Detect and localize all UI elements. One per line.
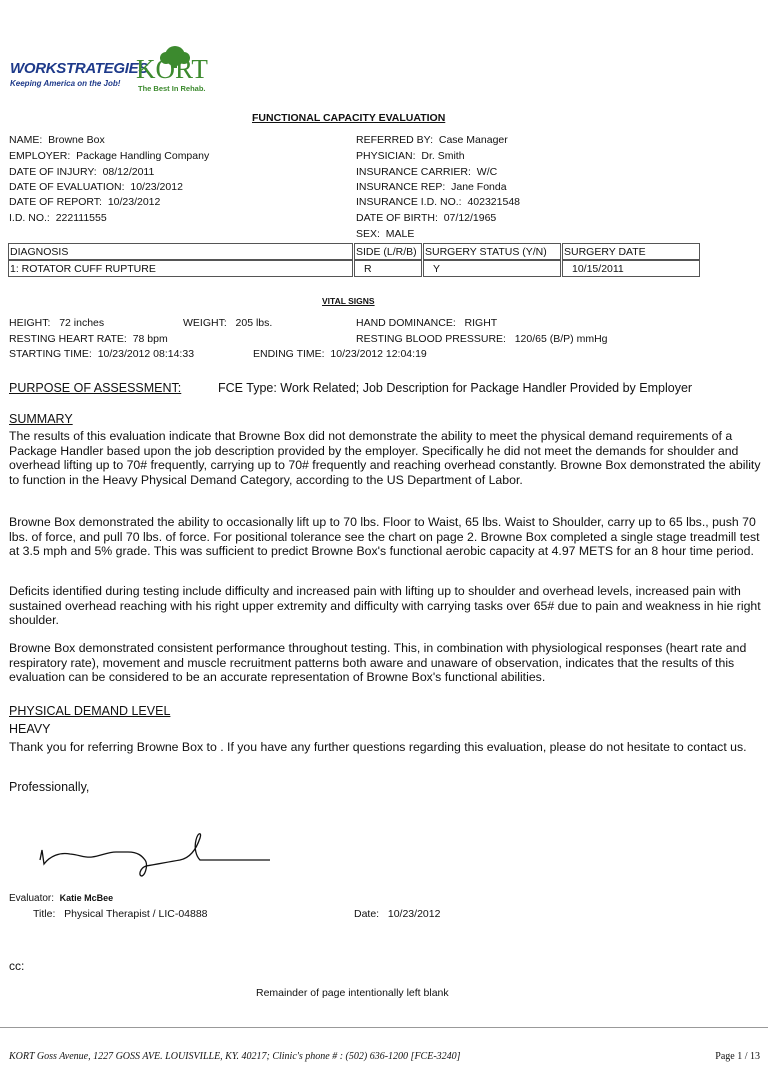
dob-label: DATE OF BIRTH: xyxy=(356,212,438,224)
rep-value: Jane Fonda xyxy=(451,181,507,193)
injury-label: DATE OF INJURY: xyxy=(9,166,97,178)
hand-value: RIGHT xyxy=(464,317,498,329)
evaluation-row xyxy=(9,181,183,193)
summary-paragraph-1: The results of this evaluation indicate that Browne Box did not demonstrate the ability to meet the physical demand requirements of a Package Handler based upon the job description provided by the employer. Specifically he did not meet the demands for shoulder and overhead lifting up to 70# frequently, carrying up to 70# frequently and reaching overhead constantly. Browne Box demonstrated the ability to function in the Heavy Physical Demand Category, according to the US Department of Labor. xyxy=(9,429,761,487)
weight-value: 205 lbs. xyxy=(235,317,273,329)
summary-paragraph-3: Deficits identified during testing include difficulty and increased pain with lifting up to shoulder and overhead levels, increased pain with sustained overhead reaching with his right upper extremity and difficulty with carrying tasks over 65# due to pain and weakness in hie right shoulder. xyxy=(9,584,761,628)
evaluation-value: 10/23/2012 xyxy=(130,181,183,193)
summary-paragraph-2: Browne Box demonstrated the ability to occasionally lift up to 70 lbs. Floor to Waist, 65 lbs. Waist to Shoulder, carry up to 65 lbs., push 70 lbs. of force, and pull 70 lbs. of force. For positional tolerance see the chart on page 2. Browne Box completed a single stage treadmill test at 3.5 mph and 5% grade. This was sufficient to predict Browne Box's functional aerobic capacity at 4.97 METS for an 8 hour time period. xyxy=(9,515,760,559)
evaluator-title-row xyxy=(33,908,208,920)
physician-row xyxy=(356,150,465,162)
ins-id-label: INSURANCE I.D. NO.: xyxy=(356,196,462,208)
purpose-text: FCE Type: Work Related; Job Description for Package Handler Provided by Employer xyxy=(218,381,693,395)
footer-address: KORT Goss Avenue, 1227 GOSS AVE. LOUISVILLE, KY. 40217; Clinic's phone # : (502) 636-1200 [FCE-3240] xyxy=(9,1051,461,1062)
referred-label: REFERRED BY: xyxy=(356,134,434,146)
employer-row xyxy=(9,150,209,162)
start-value: 10/23/2012 08:14:33 xyxy=(97,348,195,360)
summary-heading: SUMMARY xyxy=(9,412,73,426)
date-label: Date: xyxy=(354,908,380,920)
surgery-status-value: Y xyxy=(433,263,441,275)
name-value: Browne Box xyxy=(48,134,105,146)
referred-value: Case Manager xyxy=(438,134,508,146)
weight-label: WEIGHT: xyxy=(183,317,227,329)
blood-pressure-row xyxy=(356,333,608,345)
signature xyxy=(30,830,290,880)
sex-label: SEX: xyxy=(356,228,380,240)
diagnosis-value: 1: ROTATOR CUFF RUPTURE xyxy=(10,263,156,275)
start-time-row xyxy=(9,348,194,360)
employer-label: EMPLOYER: xyxy=(9,150,71,162)
carrier-row xyxy=(356,166,497,178)
document-title: FUNCTIONAL CAPACITY EVALUATION xyxy=(252,112,446,124)
summary-paragraph-4: Browne Box demonstrated consistent performance throughout testing. This, in combination with physiological responses (heart rate and respiratory rate), movement and muscle recruitment patterns both aware and unaware of observation, indicates that the results of this evaluation can be considered to be an accurate representation of Browne Box's functional abilities. xyxy=(9,641,747,685)
kort-tagline: The Best In Rehab. xyxy=(138,84,206,93)
physician-value: Dr. Smith xyxy=(421,150,465,162)
surgery-date-value: 10/15/2011 xyxy=(572,263,624,275)
hr-label: RESTING HEART RATE: xyxy=(9,333,127,345)
purpose-label: PURPOSE OF ASSESSMENT: xyxy=(9,381,182,395)
referred-row xyxy=(356,134,508,146)
rep-row xyxy=(356,181,507,193)
dob-row xyxy=(356,212,496,224)
sex-value: MALE xyxy=(385,228,415,240)
pdl-heading: PHYSICAL DEMAND LEVEL xyxy=(9,704,171,718)
evaluator-row xyxy=(9,893,113,904)
heart-rate-row xyxy=(9,333,168,345)
start-label: STARTING TIME: xyxy=(9,348,92,360)
surgery-date-header: SURGERY DATE xyxy=(564,246,646,258)
hand-row xyxy=(356,317,497,329)
height-label: HEIGHT: xyxy=(9,317,51,329)
bp-value: 120/65 (B/P) mmHg xyxy=(514,333,608,345)
carrier-label: INSURANCE CARRIER: xyxy=(356,166,471,178)
remainder-note: Remainder of page intentionally left blank xyxy=(256,987,449,999)
date-value: 10/23/2012 xyxy=(387,908,441,920)
name-label: NAME: xyxy=(9,134,43,146)
hand-label: HAND DOMINANCE: xyxy=(356,317,456,329)
pdl-value: HEAVY xyxy=(9,722,51,736)
title-value: Physical Therapist / LIC-04888 xyxy=(64,908,208,920)
weight-row xyxy=(183,317,272,329)
side-header: SIDE (L/R/B) xyxy=(356,246,417,258)
workstrategies-tagline: Keeping America on the Job! xyxy=(10,79,121,88)
evaluation-label: DATE OF EVALUATION: xyxy=(9,181,125,193)
ins-id-value: 402321548 xyxy=(467,196,521,208)
id-value: 222111555 xyxy=(55,212,107,224)
height-value: 72 inches xyxy=(59,317,105,329)
ins-id-row xyxy=(356,196,520,208)
evaluator-label: Evaluator: xyxy=(9,893,55,904)
evaluator-date-row xyxy=(354,908,440,920)
diagnosis-header: DIAGNOSIS xyxy=(10,246,69,258)
patient-name-row xyxy=(9,134,105,146)
cc-label: cc: xyxy=(9,959,25,973)
employer-value: Package Handling Company xyxy=(76,150,210,162)
diagnosis-row-cell-3 xyxy=(423,260,561,277)
height-row xyxy=(9,317,104,329)
vital-signs-title: VITAL SIGNS xyxy=(322,296,375,306)
bp-label: RESTING BLOOD PRESSURE: xyxy=(356,333,506,345)
page-number: Page 1 / 13 xyxy=(715,1051,760,1062)
end-value: 10/23/2012 12:04:19 xyxy=(330,348,427,360)
kort-logo-text: KORT xyxy=(136,54,208,84)
rep-label: INSURANCE REP: xyxy=(356,181,446,193)
sex-row xyxy=(356,228,414,240)
report-label: DATE OF REPORT: xyxy=(9,196,102,208)
id-label: I.D. NO.: xyxy=(9,212,50,224)
evaluator-name: Katie McBee xyxy=(59,893,114,903)
hr-value: 78 bpm xyxy=(132,333,168,345)
footer-divider xyxy=(0,1027,768,1028)
report-value: 10/23/2012 xyxy=(107,196,161,208)
workstrategies-logo xyxy=(10,60,148,88)
injury-value: 08/12/2011 xyxy=(102,166,155,178)
injury-row xyxy=(9,166,154,178)
workstrategies-logo-text: WORKSTRATEGIES xyxy=(10,60,149,77)
carrier-value: W/C xyxy=(476,166,498,178)
dob-value: 07/12/1965 xyxy=(443,212,497,224)
physician-label: PHYSICIAN: xyxy=(356,150,416,162)
closing: Professionally, xyxy=(9,780,90,794)
side-value: R xyxy=(364,263,372,275)
surgery-status-header: SURGERY STATUS (Y/N) xyxy=(425,246,547,258)
kort-logo xyxy=(134,38,216,96)
thanks-paragraph: Thank you for referring Browne Box to . If you have any further questions regarding this evaluation, please do not hesitate to contact us. xyxy=(9,740,747,754)
report-row xyxy=(9,196,160,208)
title-label: Title: xyxy=(33,908,56,920)
end-label: ENDING TIME: xyxy=(253,348,325,360)
id-row xyxy=(9,212,107,224)
end-time-row xyxy=(253,348,427,360)
